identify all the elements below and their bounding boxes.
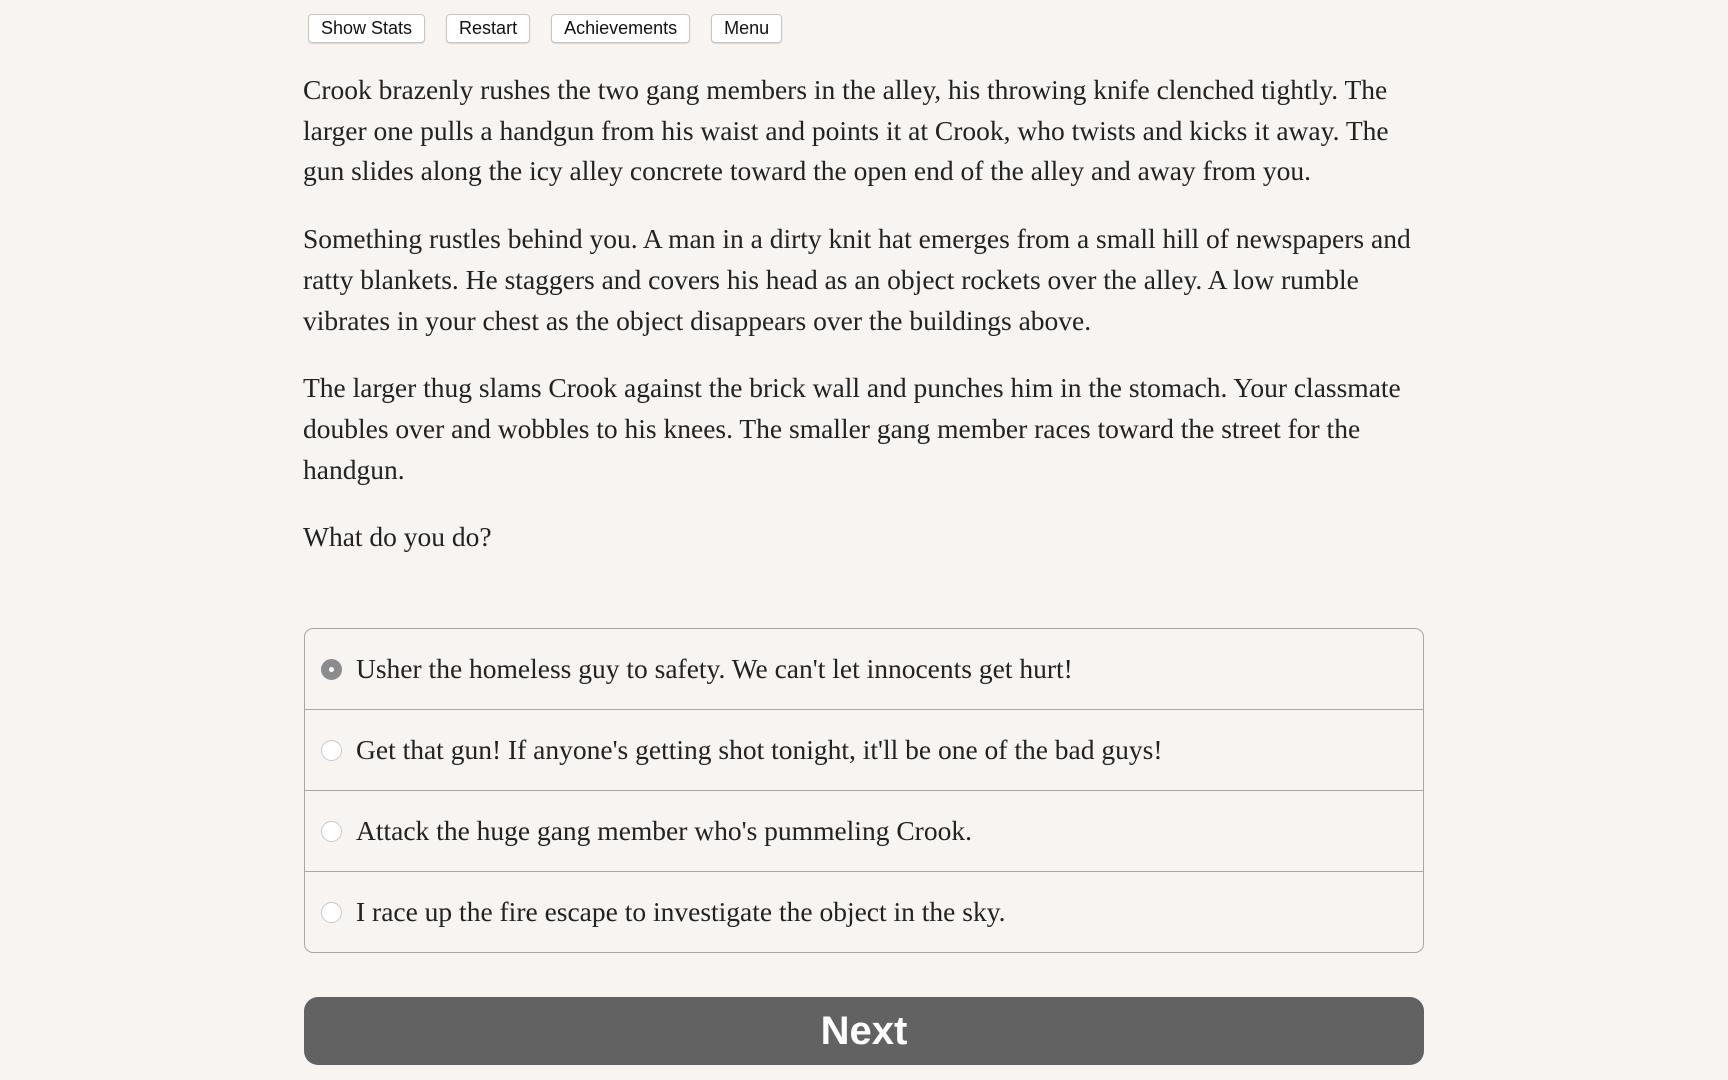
choice-option[interactable]	[305, 629, 1423, 709]
achievements-button[interactable]: Achievements	[551, 14, 690, 43]
story-text	[303, 70, 1427, 585]
choice-label: Get that gun! If anyone's getting shot tonight, it'll be one of the bad guys!	[356, 734, 1163, 765]
choice-option[interactable]	[305, 709, 1423, 790]
choice-label: Usher the homeless guy to safety. We can't let innocents get hurt!	[356, 653, 1073, 684]
question-prompt: What do you do?	[303, 521, 492, 553]
choice-list	[304, 628, 1424, 953]
next-button[interactable]: Next	[304, 997, 1424, 1065]
story-paragraph: The larger thug slams Crook against the brick wall and punches him in the stomach. Your classmate doubles over and wobbles to his knees. The smaller gang member races toward the street for the handgun.	[303, 372, 1401, 485]
show-stats-button[interactable]: Show Stats	[308, 14, 425, 43]
menu-button[interactable]: Menu	[711, 14, 782, 43]
story-paragraph: Something rustles behind you. A man in a dirty knit hat emerges from a small hill of newspapers and ratty blankets. He staggers and covers his head as an object rockets over the alley. A low rumble vibrates in your chest as the object disappears over the buildings above.	[303, 223, 1411, 336]
restart-button[interactable]: Restart	[446, 14, 530, 43]
toolbar	[308, 14, 782, 43]
radio-icon[interactable]	[321, 902, 342, 923]
choice-label: Attack the huge gang member who's pummeling Crook.	[356, 815, 972, 846]
choice-option[interactable]	[305, 790, 1423, 871]
choice-option[interactable]	[305, 871, 1423, 952]
radio-selected-icon[interactable]	[321, 659, 342, 680]
choice-label: I race up the fire escape to investigate the object in the sky.	[356, 896, 1006, 927]
radio-icon[interactable]	[321, 740, 342, 761]
story-paragraph: Crook brazenly rushes the two gang members in the alley, his throwing knife clenched tightly. The larger one pulls a handgun from his waist and points it at Crook, who twists and kicks it away. The gun slides along the icy alley concrete toward the open end of the alley and away from you.	[303, 74, 1389, 187]
radio-icon[interactable]	[321, 821, 342, 842]
